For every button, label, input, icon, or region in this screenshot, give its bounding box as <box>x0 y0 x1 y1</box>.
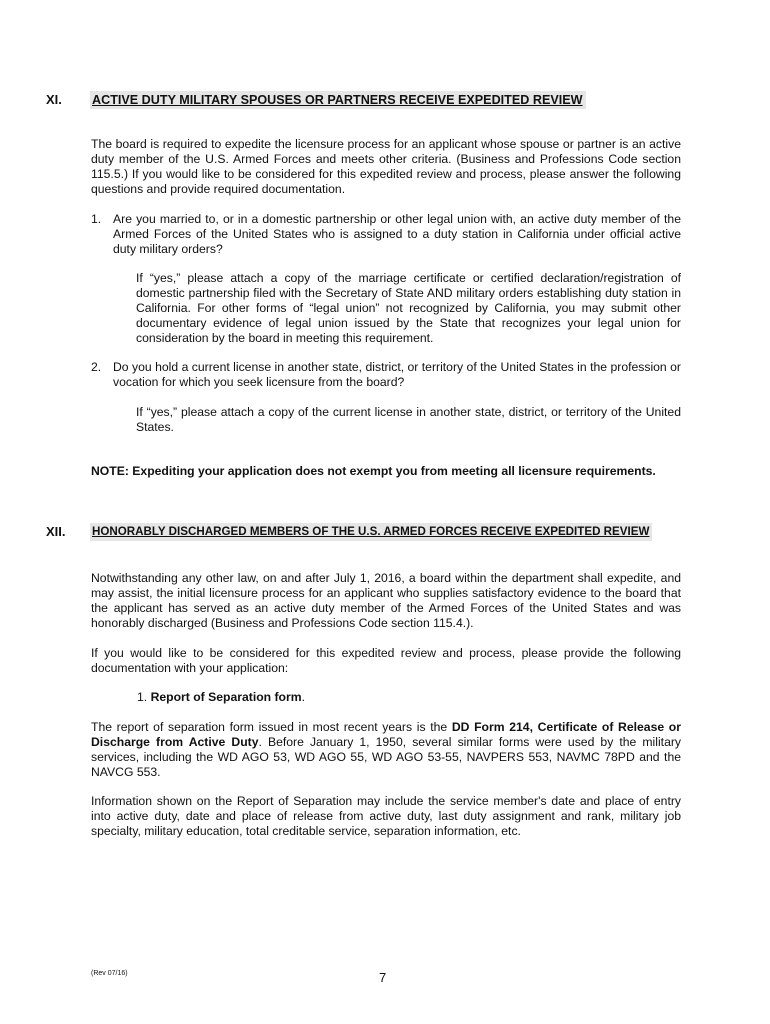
list-item-label: Report of Separation form <box>150 690 302 704</box>
section-11-number: XI. <box>46 92 62 107</box>
section-12-title: HONORABLY DISCHARGED MEMBERS OF THE U.S. ARMED FORCES RECEIVE EXPEDITED REVIEW <box>90 523 652 541</box>
item-2-question: Do you hold a current license in another state, district, or territory of the United States in the profession or vocation for which you seek licensure from the board? <box>113 360 681 389</box>
section-12-paragraph-1: Notwithstanding any other law, on and after July 1, 2016, a board within the department shall expedite, and may assist, the initial licensure process for an applicant who supplies satisfactory evidence to the board that the applicant has served as an active duty member of the Armed Forces of the United States and was honorably discharged (Business and Professions Code section 115.4.). <box>91 571 681 630</box>
section-12-paragraph-2: If you would like to be considered for this expedited review and process, please provide the following documentation with your application: <box>91 646 681 675</box>
section-12-number: XII. <box>46 524 66 539</box>
item-2-if-yes: If “yes,” please attach a copy of the current license in another state, district, or territory of the United States. <box>136 405 681 434</box>
section-11-intro: The board is required to expedite the licensure process for an applicant whose spouse or partner is an active duty member of the U.S. Armed Forces and meets other criteria. (Business and Professions Code section 115.5.) If you would like to be considered for this expedited review and process, please answer the following questions and provide required documentation. <box>91 137 681 196</box>
item-1-if-yes: If “yes,” please attach a copy of the marriage certificate or certified declaration/registration of domestic partnership filed with the Secretary of State AND military orders establishing duty station in California. For other forms of “legal union” not recognized by California, you may submit other documentary evidence of legal union issued by the State that recognizes your legal union for consideration by the board in meeting this requirement. <box>136 271 681 345</box>
item-1-question: Are you married to, or in a domestic partnership or other legal union with, an active duty member of the Armed Forces of the United States who is assigned to a duty station in California under official active duty military orders? <box>113 212 681 256</box>
section-12-paragraph-4: Information shown on the Report of Separation may include the service member's date and place of entry into active duty, date and place of release from active duty, last duty assignment and rank, military job specialty, military education, total creditable service, separation information, etc. <box>91 794 681 838</box>
section-11-title: ACTIVE DUTY MILITARY SPOUSES OR PARTNERS RECEIVE EXPEDITED REVIEW <box>90 91 586 109</box>
list-item-suffix: . <box>301 690 305 704</box>
section-12-paragraph-3 <box>91 720 681 780</box>
item-1-number: 1. <box>91 212 102 226</box>
paragraph-3-end: . Before January 1, 1950, several similar forms were used by the military services, including the WD AGO 53, WD AGO 55, WD AGO 53-55, NAVPERS 553, NAVMC 78PD and the NAVCG 553. <box>91 735 681 779</box>
section-11-heading <box>0 91 770 111</box>
list-item-number: 1. <box>137 690 148 704</box>
dd-form-214-reference: DD Form 214, Certificate of Release or Discharge from Active Duty <box>91 720 681 749</box>
section-12-list-item <box>137 690 437 705</box>
revision-label: (Rev 07/16) <box>91 970 128 977</box>
section-12-heading <box>0 523 770 543</box>
section-11-note: NOTE: Expediting your application does not exempt you from meeting all licensure requirements. <box>91 464 656 478</box>
page-number: 7 <box>379 970 387 985</box>
item-2-number: 2. <box>91 360 102 374</box>
paragraph-3-start: The report of separation form issued in most recent years is the <box>91 720 452 734</box>
